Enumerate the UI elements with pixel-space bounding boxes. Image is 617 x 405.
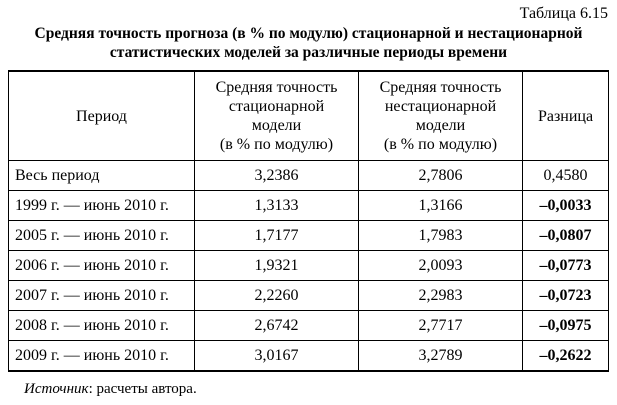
source-separator: : — [88, 381, 93, 397]
table-row — [9, 221, 609, 251]
cell-nonstationary: 2,2983 — [359, 281, 523, 311]
cell-stationary: 1,9321 — [195, 251, 359, 281]
cell-stationary: 2,2260 — [195, 281, 359, 311]
cell-difference: –0,0807 — [523, 221, 609, 251]
table-caption — [0, 24, 617, 62]
header-nonstationary-line: модели — [415, 117, 466, 134]
cell-period: 2005 г. — июнь 2010 г. — [9, 221, 195, 251]
cell-period: Весь период — [9, 161, 195, 191]
header-stationary-line: модели — [251, 117, 302, 134]
table-row — [9, 281, 609, 311]
header-stationary-line: (в % по модулю) — [219, 136, 334, 153]
cell-difference: –0,0723 — [523, 281, 609, 311]
header-row — [9, 71, 609, 161]
header-difference: Разница — [523, 71, 609, 161]
header-nonstationary-line: Средняя точность — [379, 79, 502, 96]
cell-period: 2007 г. — июнь 2010 г. — [9, 281, 195, 311]
cell-difference: –0,0033 — [523, 191, 609, 221]
table-row — [9, 191, 609, 221]
header-nonstationary-line: (в % по модулю) — [383, 136, 498, 153]
header-period: Период — [9, 71, 195, 161]
cell-period: 2008 г. — июнь 2010 г. — [9, 311, 195, 341]
cell-stationary: 3,0167 — [195, 341, 359, 372]
source-label: Источник — [24, 381, 89, 397]
cell-difference: –0,0773 — [523, 251, 609, 281]
table-row — [9, 161, 609, 191]
cell-period: 2006 г. — июнь 2010 г. — [9, 251, 195, 281]
cell-nonstationary: 2,0093 — [359, 251, 523, 281]
header-nonstationary — [359, 71, 523, 161]
source-note — [24, 380, 197, 398]
table-row — [9, 311, 609, 341]
caption-line-1: Средняя точность прогноза (в % по модулю) стационарной и нестационарной — [34, 25, 583, 42]
cell-period: 2009 г. — июнь 2010 г. — [9, 341, 195, 372]
header-stationary-line: стационарной — [228, 98, 325, 115]
forecast-accuracy-table — [8, 70, 609, 372]
cell-stationary: 2,6742 — [195, 311, 359, 341]
header-stationary-line: Средняя точность — [215, 79, 338, 96]
source-text: расчеты автора. — [92, 381, 197, 397]
header-stationary — [195, 71, 359, 161]
cell-difference: 0,4580 — [523, 161, 609, 191]
cell-nonstationary: 2,7717 — [359, 311, 523, 341]
cell-difference: –0,0975 — [523, 311, 609, 341]
header-nonstationary-line: нестационарной — [384, 98, 497, 115]
cell-stationary: 1,7177 — [195, 221, 359, 251]
caption-line-2: статистических моделей за различные периоды времени — [109, 44, 508, 61]
cell-nonstationary: 3,2789 — [359, 341, 523, 372]
table-row — [9, 251, 609, 281]
cell-stationary: 1,3133 — [195, 191, 359, 221]
table-row — [9, 341, 609, 372]
cell-nonstationary: 1,7983 — [359, 221, 523, 251]
cell-stationary: 3,2386 — [195, 161, 359, 191]
cell-nonstationary: 1,3166 — [359, 191, 523, 221]
cell-period: 1999 г. — июнь 2010 г. — [9, 191, 195, 221]
cell-difference: –0,2622 — [523, 341, 609, 372]
table-number: Таблица 6.15 — [519, 5, 608, 22]
cell-nonstationary: 2,7806 — [359, 161, 523, 191]
